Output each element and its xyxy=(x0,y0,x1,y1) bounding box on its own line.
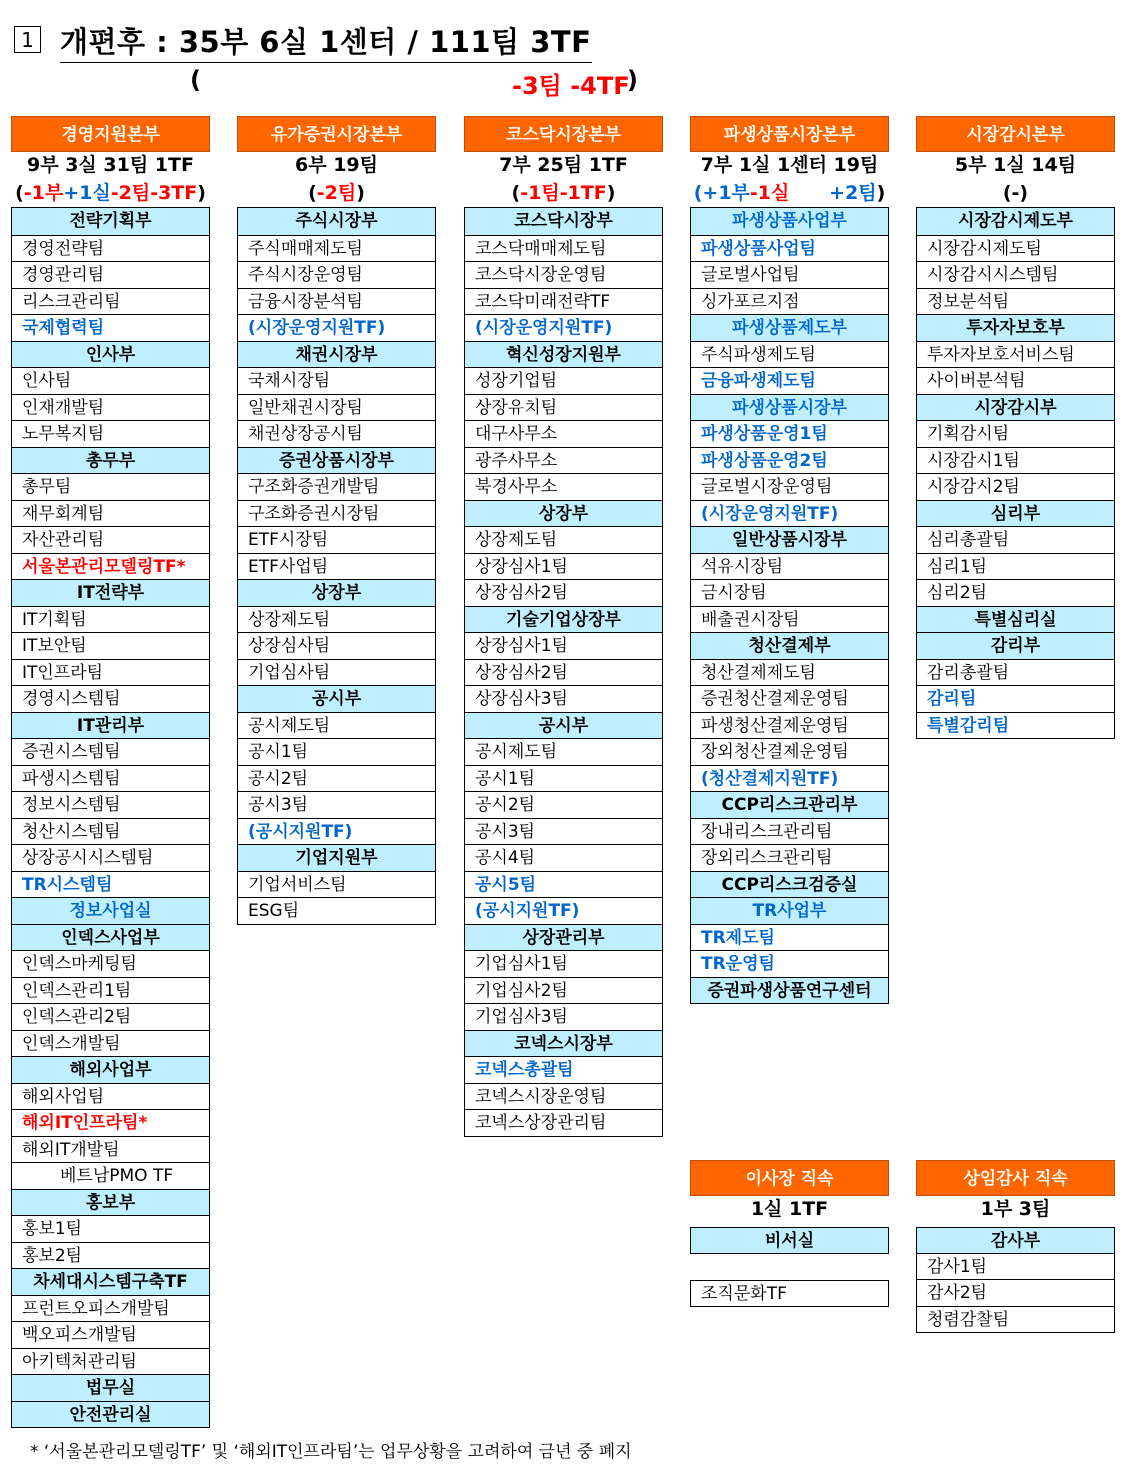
team-cell: 공시2팀 xyxy=(465,791,662,818)
team-cell: 심리총괄팀 xyxy=(917,526,1114,553)
direct-header: 상임감사 직속 xyxy=(916,1160,1115,1196)
team-cell: 증권시스템팀 xyxy=(12,738,209,765)
department-cell: 공시부 xyxy=(238,685,435,712)
department-cell: 특별심리실 xyxy=(917,606,1114,633)
team-cell: 백오피스개발팀 xyxy=(12,1321,209,1348)
direct-summary: 1부 3팀 xyxy=(980,1198,1051,1220)
direct-summary: 1실 1TF xyxy=(750,1198,829,1220)
change-part: -1부 xyxy=(23,182,64,204)
team-cell: 인재개발팀 xyxy=(12,394,209,421)
department-cell: 상장부 xyxy=(465,500,662,527)
team-cell: 총무팀 xyxy=(12,473,209,500)
department-cell: 정보사업실 xyxy=(12,897,209,924)
department-cell: 총무부 xyxy=(12,447,209,474)
division-column xyxy=(237,116,436,925)
team-cell: 코스닥시장운영팀 xyxy=(465,261,662,288)
team-cell: 국제협력팀 xyxy=(12,314,209,341)
department-cell: 주식시장부 xyxy=(238,208,435,235)
team-cell: TR운영팀 xyxy=(691,950,888,977)
change-part: ( xyxy=(511,182,521,204)
team-cell: 상장공시시스템팀 xyxy=(12,844,209,871)
team-cell: 상장제도팀 xyxy=(465,526,662,553)
team-cell: 증권청산결제운영팀 xyxy=(691,685,888,712)
team-cell: 홍보2팀 xyxy=(12,1242,209,1269)
department-cell: 심리부 xyxy=(917,500,1114,527)
change-part: -2팀 xyxy=(316,182,357,204)
change-part: ) xyxy=(356,182,365,204)
department-cell: 해외사업부 xyxy=(12,1056,209,1083)
team-cell: TR제도팀 xyxy=(691,924,888,951)
team-cell: 기업심사2팀 xyxy=(465,977,662,1004)
team-cell: 서울본관리모델링TF* xyxy=(12,553,209,580)
team-cell: 금융파생제도팀 xyxy=(691,367,888,394)
direct-column xyxy=(916,1160,1115,1333)
team-cell: 글로벌사업팀 xyxy=(691,261,888,288)
team-cell: 파생상품운영1팀 xyxy=(691,420,888,447)
division-change-summary xyxy=(11,179,210,207)
division-summary: 9부 3실 31팀 1TF xyxy=(27,154,194,176)
department-cell: 홍보부 xyxy=(12,1189,209,1216)
team-cell: 금시장팀 xyxy=(691,579,888,606)
org-unit-list xyxy=(690,207,889,1004)
department-cell: 감리부 xyxy=(917,632,1114,659)
team-cell: 파생청산결제운영팀 xyxy=(691,712,888,739)
team-cell: 정보분석팀 xyxy=(917,288,1114,315)
team-cell: 인덱스관리2팀 xyxy=(12,1003,209,1030)
department-cell: 안전관리실 xyxy=(12,1401,209,1428)
division-header: 코스닥시장본부 xyxy=(464,116,663,152)
team-cell: 청렴감찰팀 xyxy=(916,1307,1115,1334)
department-cell: 파생상품사업부 xyxy=(691,208,888,235)
team-cell: 상장심사1팀 xyxy=(465,553,662,580)
team-cell: 공시2팀 xyxy=(238,765,435,792)
team-cell: 노무복지팀 xyxy=(12,420,209,447)
team-cell: 일반채권시장팀 xyxy=(238,394,435,421)
team-cell: 코넥스상장관리팀 xyxy=(465,1109,662,1136)
department-cell: 인덱스사업부 xyxy=(12,924,209,951)
division-header: 파생상품시장본부 xyxy=(690,116,889,152)
team-cell: 주식매매제도팀 xyxy=(238,235,435,262)
team-cell: 장외리스크관리팀 xyxy=(691,844,888,871)
team-cell: 배출권시장팀 xyxy=(691,606,888,633)
team-cell: 상장제도팀 xyxy=(238,606,435,633)
team-cell: (공시지원TF) xyxy=(465,897,662,924)
change-part: ) xyxy=(197,182,206,204)
team-cell: 기업심사팀 xyxy=(238,659,435,686)
division-column xyxy=(690,116,889,1004)
department-cell: CCP리스크검증실 xyxy=(691,871,888,898)
team-cell: 채권상장공시팀 xyxy=(238,420,435,447)
change-part: ) xyxy=(606,182,616,204)
team-cell: 상장유치팀 xyxy=(465,394,662,421)
change-part: -1실 xyxy=(749,182,790,204)
team-cell: ESG팀 xyxy=(238,897,435,924)
department-cell: 투자자보호부 xyxy=(917,314,1114,341)
team-cell: 감사2팀 xyxy=(916,1280,1115,1307)
team-cell: 인덱스관리1팀 xyxy=(12,977,209,1004)
team-cell: 파생시스템팀 xyxy=(12,765,209,792)
team-cell: 주식파생제도팀 xyxy=(691,341,888,368)
department-cell: 차세대시스템구축TF xyxy=(12,1268,209,1295)
department-cell: CCP리스크관리부 xyxy=(691,791,888,818)
department-cell: 파생상품제도부 xyxy=(691,314,888,341)
team-cell: 상장심사2팀 xyxy=(465,579,662,606)
team-cell: 인덱스개발팀 xyxy=(12,1030,209,1057)
team-cell: 주식시장운영팀 xyxy=(238,261,435,288)
title-sub-close: ) xyxy=(627,66,638,94)
team-cell: (시장운영지원TF) xyxy=(238,314,435,341)
department-cell: 시장감시제도부 xyxy=(917,208,1114,235)
team-cell: 기획감시팀 xyxy=(917,420,1114,447)
department-cell: 증권상품시장부 xyxy=(238,447,435,474)
change-part: (-) xyxy=(1002,182,1029,204)
team-cell: 장내리스크관리팀 xyxy=(691,818,888,845)
team-cell: 사이버분석팀 xyxy=(917,367,1114,394)
team-cell: 상장심사팀 xyxy=(238,632,435,659)
change-part: +1부 xyxy=(702,182,750,204)
department-cell: 채권시장부 xyxy=(238,341,435,368)
team-cell: 싱가포르지점 xyxy=(691,288,888,315)
team-cell: 코스닥매매제도팀 xyxy=(465,235,662,262)
team-cell: (청산결제지원TF) xyxy=(691,765,888,792)
team-cell: 구조화증권시장팀 xyxy=(238,500,435,527)
division-change-summary xyxy=(237,179,436,207)
department-cell: 코넥스시장부 xyxy=(465,1030,662,1057)
department-cell: 인사부 xyxy=(12,341,209,368)
division-column xyxy=(916,116,1115,739)
team-cell: 특별감리팀 xyxy=(917,712,1114,739)
team-cell: 공시제도팀 xyxy=(465,738,662,765)
division-header: 시장감시본부 xyxy=(916,116,1115,152)
division-change-summary xyxy=(464,179,663,207)
change-part: -2팀 xyxy=(110,182,151,204)
department-cell: 기술기업상장부 xyxy=(465,606,662,633)
team-cell: 공시1팀 xyxy=(465,765,662,792)
department-cell: 기업지원부 xyxy=(238,844,435,871)
team-cell: 성장기업팀 xyxy=(465,367,662,394)
department-cell: TR사업부 xyxy=(691,897,888,924)
direct-header: 이사장 직속 xyxy=(690,1160,889,1196)
title-sub-change: -3팀 -4TF xyxy=(512,72,630,100)
team-cell: (시장운영지원TF) xyxy=(691,500,888,527)
department-cell: 전략기획부 xyxy=(12,208,209,235)
team-cell: 기업심사1팀 xyxy=(465,950,662,977)
team-cell: 시장감시시스템팀 xyxy=(917,261,1114,288)
department-cell: 감사부 xyxy=(916,1227,1115,1254)
division-summary: 5부 1실 14팀 xyxy=(954,154,1077,176)
team-cell: 시장감시제도팀 xyxy=(917,235,1114,262)
team-cell: 대구사무소 xyxy=(465,420,662,447)
department-cell: 일반상품시장부 xyxy=(691,526,888,553)
change-part: -1팀 xyxy=(520,182,560,204)
team-cell: 글로벌시장운영팀 xyxy=(691,473,888,500)
section-number-box: 1 xyxy=(14,26,41,53)
division-column xyxy=(11,116,210,1428)
team-cell: 심리1팀 xyxy=(917,553,1114,580)
team-cell: 코넥스총괄팀 xyxy=(465,1056,662,1083)
team-cell: 장외청산결제운영팀 xyxy=(691,738,888,765)
team-cell: 리스크관리팀 xyxy=(12,288,209,315)
team-cell: 감사1팀 xyxy=(916,1254,1115,1281)
department-cell: 법무실 xyxy=(12,1374,209,1401)
division-summary: 6부 19팀 xyxy=(295,154,378,176)
team-cell: 기업서비스팀 xyxy=(238,871,435,898)
org-unit-list xyxy=(464,207,663,1137)
footnote: * ‘서울본관리모델링TF’ 및 ‘해외IT인프라팀’는 업무상황을 고려하여 금년 중 폐지 xyxy=(30,1442,632,1462)
change-part: -3TF xyxy=(150,182,198,204)
team-cell: TR시스템팀 xyxy=(12,871,209,898)
division-column xyxy=(464,116,663,1137)
team-cell: 해외IT개발팀 xyxy=(12,1136,209,1163)
team-cell: ETF시장팀 xyxy=(238,526,435,553)
team-cell: 경영시스템팀 xyxy=(12,685,209,712)
team-cell: 공시5팀 xyxy=(465,871,662,898)
blank-cell xyxy=(690,1254,889,1281)
team-cell: 공시3팀 xyxy=(465,818,662,845)
team-cell: 파생상품운영2팀 xyxy=(691,447,888,474)
team-cell: 공시제도팀 xyxy=(238,712,435,739)
team-cell: 상장심사2팀 xyxy=(465,659,662,686)
department-cell: 공시부 xyxy=(465,712,662,739)
team-cell: 감리팀 xyxy=(917,685,1114,712)
title-sub-open: ( xyxy=(190,66,201,94)
org-unit-list xyxy=(916,207,1115,739)
team-cell: 인덱스마케팅팀 xyxy=(12,950,209,977)
division-header: 유가증권시장본부 xyxy=(237,116,436,152)
team-cell: 자산관리팀 xyxy=(12,526,209,553)
team-cell: 코넥스시장운영팀 xyxy=(465,1083,662,1110)
team-cell: 공시3팀 xyxy=(238,791,435,818)
team-cell: 베트남PMO TF xyxy=(12,1162,209,1189)
change-part: +2팀 xyxy=(789,182,877,204)
team-cell: 북경사무소 xyxy=(465,473,662,500)
team-cell: 구조화증권개발팀 xyxy=(238,473,435,500)
team-cell: 청산결제제도팀 xyxy=(691,659,888,686)
department-cell: IT관리부 xyxy=(12,712,209,739)
department-cell: 상장부 xyxy=(238,579,435,606)
team-cell: 인사팀 xyxy=(12,367,209,394)
change-part: ( xyxy=(308,182,317,204)
team-cell: 심리2팀 xyxy=(917,579,1114,606)
team-cell: IT기획팀 xyxy=(12,606,209,633)
change-part: -1TF xyxy=(559,182,607,204)
page-title: 개편후 : 35부 6실 1센터 / 111팀 3TF xyxy=(60,20,592,63)
org-unit-list xyxy=(11,207,210,1428)
team-cell: 경영전략팀 xyxy=(12,235,209,262)
team-cell: 프런트오피스개발팀 xyxy=(12,1295,209,1322)
direct-column xyxy=(690,1160,889,1307)
team-cell: 코스닥미래전략TF xyxy=(465,288,662,315)
change-part: ) xyxy=(876,182,886,204)
department-cell: 시장감시부 xyxy=(917,394,1114,421)
division-summary: 7부 1실 1센터 19팀 xyxy=(700,154,879,176)
department-cell: IT전략부 xyxy=(12,579,209,606)
team-cell: (시장운영지원TF) xyxy=(465,314,662,341)
division-header: 경영지원본부 xyxy=(11,116,210,152)
org-unit-list xyxy=(237,207,436,925)
team-cell: 공시1팀 xyxy=(238,738,435,765)
department-cell: 파생상품시장부 xyxy=(691,394,888,421)
team-cell: 홍보1팀 xyxy=(12,1215,209,1242)
team-cell: ETF사업팀 xyxy=(238,553,435,580)
division-summary: 7부 25팀 1TF xyxy=(499,154,628,176)
team-cell: 공시4팀 xyxy=(465,844,662,871)
change-part: +1실 xyxy=(63,182,111,204)
change-part: ( xyxy=(693,182,703,204)
team-cell: IT인프라팀 xyxy=(12,659,209,686)
team-cell: (공시지원TF) xyxy=(238,818,435,845)
team-cell: 광주사무소 xyxy=(465,447,662,474)
division-change-summary xyxy=(690,179,889,207)
team-cell: 상장심사3팀 xyxy=(465,685,662,712)
team-cell: 기업심사3팀 xyxy=(465,1003,662,1030)
department-cell: 청산결제부 xyxy=(691,632,888,659)
team-cell: 경영관리팀 xyxy=(12,261,209,288)
team-cell: 투자자보호서비스팀 xyxy=(917,341,1114,368)
team-cell: 정보시스템팀 xyxy=(12,791,209,818)
team-cell: 석유시장팀 xyxy=(691,553,888,580)
team-cell: 금융시장분석팀 xyxy=(238,288,435,315)
team-cell: IT보안팀 xyxy=(12,632,209,659)
team-cell: 감리총괄팀 xyxy=(917,659,1114,686)
team-cell: 조직문화TF xyxy=(690,1280,889,1307)
division-change-summary xyxy=(916,179,1115,207)
team-cell: 시장감시2팀 xyxy=(917,473,1114,500)
department-cell: 코스닥시장부 xyxy=(465,208,662,235)
team-cell: 재무회계팀 xyxy=(12,500,209,527)
team-cell: 아키텍처관리팀 xyxy=(12,1348,209,1375)
department-cell: 혁신성장지원부 xyxy=(465,341,662,368)
team-cell: 국채시장팀 xyxy=(238,367,435,394)
department-cell: 증권파생상품연구센터 xyxy=(691,977,888,1004)
team-cell: 해외사업팀 xyxy=(12,1083,209,1110)
department-cell: 비서실 xyxy=(690,1227,889,1254)
team-cell: 청산시스템팀 xyxy=(12,818,209,845)
change-part: ( xyxy=(15,182,24,204)
team-cell: 해외IT인프라팀* xyxy=(12,1109,209,1136)
team-cell: 상장심사1팀 xyxy=(465,632,662,659)
department-cell: 상장관리부 xyxy=(465,924,662,951)
team-cell: 시장감시1팀 xyxy=(917,447,1114,474)
team-cell: 파생상품사업팀 xyxy=(691,235,888,262)
